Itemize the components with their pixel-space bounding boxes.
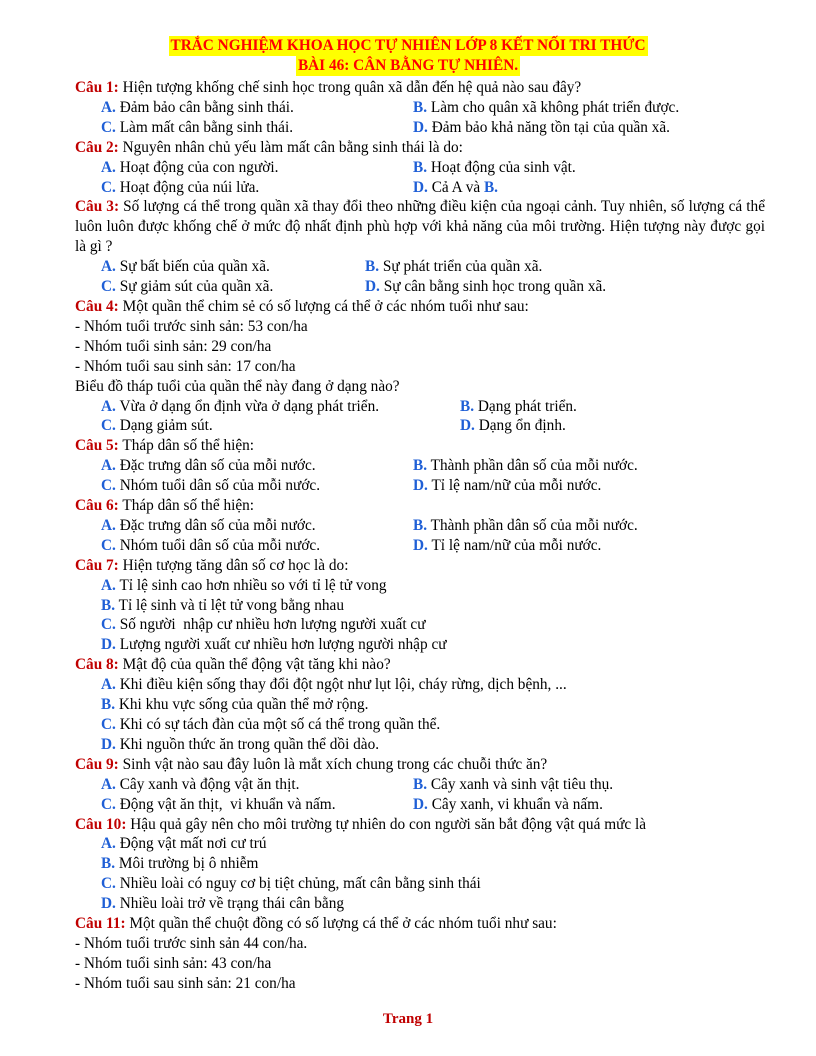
question-11 bbox=[75, 914, 765, 994]
document-header bbox=[0, 36, 816, 76]
option-b: B. Hoạt động của sinh vật. bbox=[413, 158, 576, 176]
option-c: C. Sự giảm sút của quần xã. bbox=[101, 278, 274, 296]
option-b: B. Làm cho quân xã không phát triển được. bbox=[413, 98, 680, 116]
question-label: Câu 4: bbox=[75, 297, 119, 315]
question-text: Tháp dân số thể hiện: bbox=[122, 437, 255, 455]
option-d: D. Lượng người xuất cư nhiều hơn lượng người nhập cư bbox=[101, 636, 447, 654]
question-label: Câu 11: bbox=[75, 915, 126, 933]
option-d: D. Cây xanh, vi khuẩn và nấm. bbox=[413, 795, 603, 813]
option-a: A. Tỉ lệ sinh cao hơn nhiều so với tỉ lệ tử vong bbox=[101, 576, 387, 594]
question-text: Hiện tượng tăng dân số cơ học là do: bbox=[122, 556, 349, 574]
option-c: C. Làm mất cân bằng sinh thái. bbox=[101, 118, 294, 136]
option-b: B. Dạng phát triển. bbox=[460, 397, 577, 415]
question-list bbox=[75, 78, 765, 994]
option-d: D. Tỉ lệ nam/nữ của mỗi nước. bbox=[413, 477, 602, 495]
question-text: Hiện tượng khống chế sinh học trong quân xã dẫn đến hệ quả nào sau đây? bbox=[122, 79, 582, 96]
option-d: D. Tỉ lệ nam/nữ của mỗi nước. bbox=[413, 536, 602, 554]
question-7 bbox=[75, 556, 765, 656]
question-label: Câu 1: bbox=[75, 79, 119, 96]
question-text: Số lượng cá thể trong quần xã thay đổi theo những điều kiện của ngoại cảnh. Tuy nhiên, số lượng cá thể luôn luôn được khống chế ở mức độ nhất định phù hợp với khả năng của môi trường. Hiện tượng này được gọi là gì ? bbox=[75, 198, 765, 256]
lesson-title: BÀI 46: CÂN BẰNG TỰ NHIÊN. bbox=[297, 57, 519, 74]
document-title: TRẮC NGHIỆM KHOA HỌC TỰ NHIÊN LỚP 8 KẾT NỐI TRI THỨC bbox=[170, 37, 646, 54]
question-text: Mật độ của quần thể động vật tăng khi nào? bbox=[122, 656, 391, 674]
question-text: Nguyên nhân chủ yếu làm mất cân bằng sinh thái là do: bbox=[122, 138, 463, 156]
question-9 bbox=[75, 755, 765, 815]
question-5 bbox=[75, 436, 765, 496]
question-label: Câu 9: bbox=[75, 755, 119, 773]
option-b: B. Cây xanh và sinh vật tiêu thụ. bbox=[413, 775, 614, 793]
option-c: C. Động vật ăn thịt, vi khuẩn và nấm. bbox=[101, 795, 336, 813]
question-8 bbox=[75, 655, 765, 755]
option-a: A. Khi điều kiện sống thay đổi đột ngột như lụt lội, cháy rừng, dịch bệnh, ... bbox=[101, 676, 567, 694]
option-a: A. Vừa ở dạng ổn định vừa ở dạng phát triển. bbox=[101, 397, 380, 415]
option-c: C. Hoạt động của núi lửa. bbox=[101, 178, 260, 196]
option-a: A. Cây xanh và động vật ăn thịt. bbox=[101, 775, 300, 793]
question-text: Một quần thể chuột đồng có số lượng cá thể ở các nhóm tuổi như sau: bbox=[129, 915, 557, 933]
option-a: A. Sự bất biến của quần xã. bbox=[101, 258, 270, 276]
option-c: C. Khi có sự tách đàn của một số cá thể trong quần thể. bbox=[101, 716, 441, 733]
data-line: - Nhóm tuổi sau sinh sản: 21 con/ha bbox=[75, 974, 296, 992]
option-c: C. Nhóm tuổi dân số của mỗi nước. bbox=[101, 477, 321, 495]
question-label: Câu 3: bbox=[75, 198, 120, 216]
option-b: B. Thành phần dân số của mỗi nước. bbox=[413, 516, 638, 534]
question-6 bbox=[75, 496, 765, 556]
question-label: Câu 10: bbox=[75, 815, 127, 833]
option-d: D. Dạng ổn định. bbox=[460, 417, 566, 435]
question-text: Một quần thể chim sẻ có số lượng cá thể ở các nhóm tuổi như sau: bbox=[122, 297, 529, 315]
option-a: A. Đặc trưng dân số của mỗi nước. bbox=[101, 516, 316, 534]
option-d: D. Nhiều loài trở về trạng thái cân bằng bbox=[101, 895, 344, 913]
option-c: C. Số người nhập cư nhiều hơn lượng người xuất cư bbox=[101, 616, 426, 634]
option-b: B. Thành phần dân số của mỗi nước. bbox=[413, 457, 638, 475]
page-number: Trang 1 bbox=[382, 1011, 434, 1027]
question-2 bbox=[75, 138, 765, 198]
option-b: B. Tỉ lệ sinh và tỉ lệt tử vong bằng nhau bbox=[101, 596, 344, 614]
question-3 bbox=[75, 197, 765, 297]
option-c: C. Nhiều loài có nguy cơ bị tiệt chủng, mất cân bằng sinh thái bbox=[101, 875, 481, 893]
question-10 bbox=[75, 815, 765, 915]
data-line: - Nhóm tuổi sinh sản: 29 con/ha bbox=[75, 337, 272, 355]
option-d: D. Sự cân bằng sinh học trong quần xã. bbox=[365, 278, 607, 296]
question-text: Hậu quả gây nên cho môi trường tự nhiên do con người săn bắt động vật quá mức là bbox=[126, 815, 647, 833]
data-line: - Nhóm tuổi trước sinh sản: 53 con/ha bbox=[75, 317, 308, 335]
data-line: - Nhóm tuổi sinh sản: 43 con/ha bbox=[75, 954, 272, 972]
option-b: B. Môi trường bị ô nhiễm bbox=[101, 855, 259, 873]
data-line: - Nhóm tuổi trước sinh sản 44 con/ha. bbox=[75, 934, 308, 952]
option-d: D. Cả A và B. bbox=[413, 178, 498, 196]
option-a: A. Đảm bảo cân bằng sinh thái. bbox=[101, 98, 294, 116]
question-4 bbox=[75, 297, 765, 436]
option-a: A. Đặc trưng dân số của mỗi nước. bbox=[101, 457, 316, 475]
question-label: Câu 2: bbox=[75, 138, 119, 156]
option-b: B. Sự phát triển của quần xã. bbox=[365, 258, 543, 276]
question-text: Tháp dân số thể hiện: bbox=[122, 497, 255, 515]
option-b: B. Khi khu vực sống của quần thể mở rộng. bbox=[101, 696, 369, 714]
data-line: - Nhóm tuổi sau sinh sản: 17 con/ha bbox=[75, 357, 296, 375]
option-c: C. Dạng giảm sút. bbox=[101, 417, 213, 435]
question-1 bbox=[75, 78, 765, 138]
question-label: Câu 8: bbox=[75, 656, 119, 674]
question-text: Sinh vật nào sau đây luôn là mắt xích chung trong các chuỗi thức ăn? bbox=[122, 755, 548, 773]
question-label: Câu 7: bbox=[75, 556, 119, 574]
option-a: A. Động vật mất nơi cư trú bbox=[101, 835, 267, 853]
option-c: C. Nhóm tuổi dân số của mỗi nước. bbox=[101, 536, 321, 554]
option-a: A. Hoạt động của con người. bbox=[101, 158, 279, 176]
option-d: D. Đảm bảo khả năng tồn tại của quần xã. bbox=[413, 118, 670, 136]
option-d: D. Khi nguồn thức ăn trong quần thể dồi dào. bbox=[101, 735, 380, 753]
question-label: Câu 5: bbox=[75, 437, 119, 455]
question-prompt: Biểu đồ tháp tuổi của quần thể này đang ở dạng nào? bbox=[75, 377, 400, 395]
question-label: Câu 6: bbox=[75, 497, 119, 515]
